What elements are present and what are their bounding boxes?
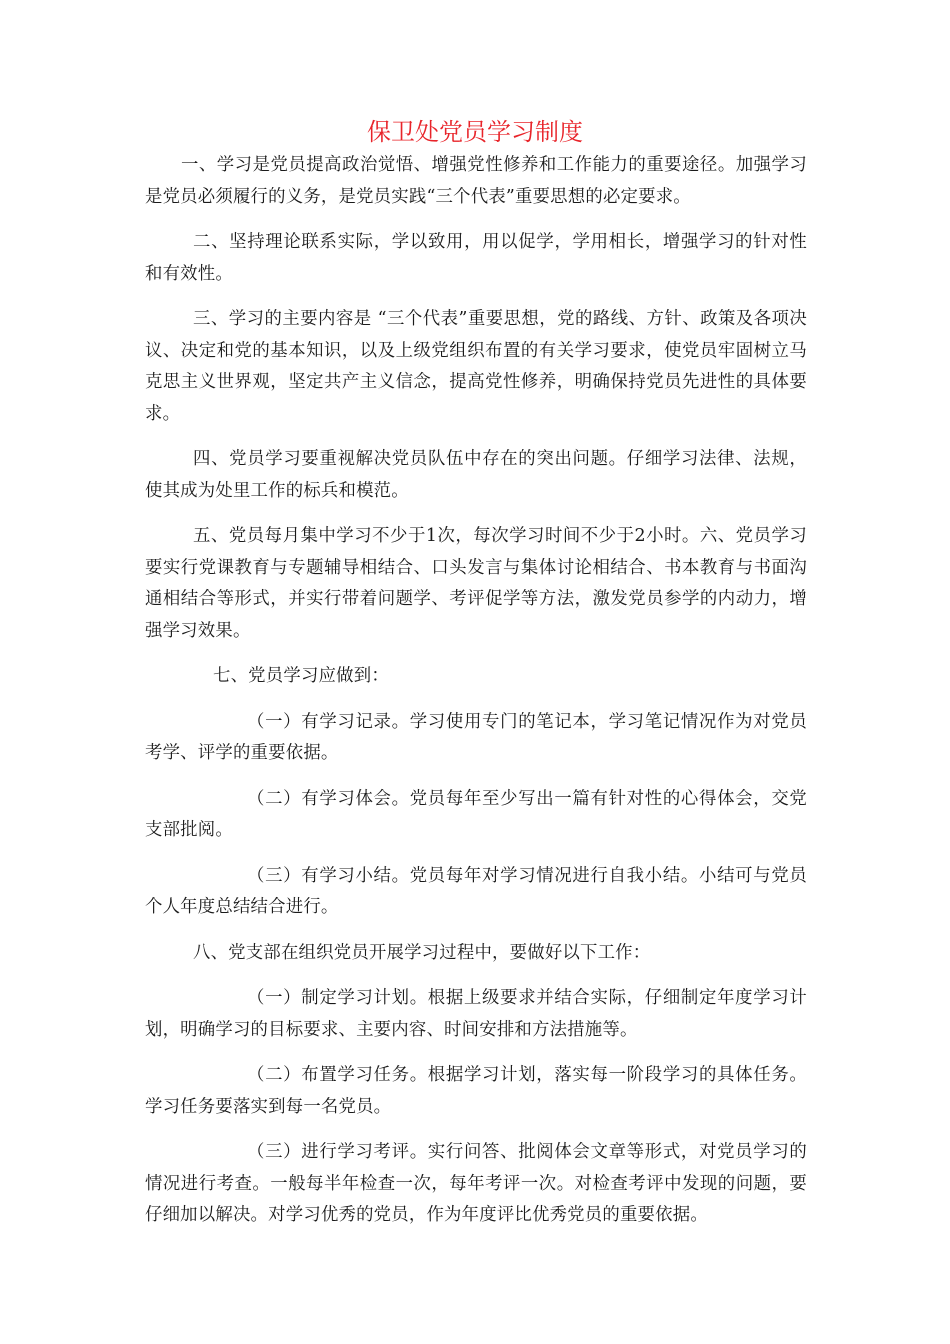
- document-body: [145, 150, 807, 1246]
- paragraph-1: 一、学习是党员提高政治觉悟、增强党性修养和工作能力的重要途径。加强学习是党员必须履行的义务，是党员实践“三个代表”重要思想的必定要求。: [145, 155, 807, 207]
- paragraph-7-item-2: （二）有学习体会。党员每年至少写出一篇有针对性的心得体会，交党支部批阅。: [145, 788, 807, 840]
- paragraph-5: 五、党员每月集中学习不少于1次，每次学习时间不少于2小时。六、党员学习要实行党课教育与专题辅导相结合、口头发言与集体讨论相结合、书本教育与书面沟通相结合等形式，并实行带着问题学、考评促学等方法，激发党员参学的内动力，增强学习效果。: [145, 526, 807, 641]
- paragraph-8-heading: 八、党支部在组织党员开展学习过程中，要做好以下工作：: [193, 942, 651, 963]
- paragraph-7-item-3: （三）有学习小结。党员每年对学习情况进行自我小结。小结可与党员个人年度总结结合进行。: [145, 865, 807, 917]
- paragraph-2: 二、坚持理论联系实际，学以致用，用以促学，学用相长，增强学习的针对性和有效性。: [145, 232, 807, 284]
- paragraph-8-item-2: （二）布置学习任务。根据学习计划，落实每一阶段学习的具体任务。学习任务要落实到每一名党员。: [145, 1065, 807, 1117]
- paragraph-8-item-1: （一）制定学习计划。根据上级要求并结合实际，仔细制定年度学习计划，明确学习的目标要求、主要内容、时间安排和方法措施等。: [145, 988, 807, 1040]
- paragraph-7-heading: 七、党员学习应做到：: [213, 666, 389, 686]
- paragraph-3: 三、学习的主要内容是 “三个代表”重要思想，党的路线、方针、政策及各项决议、决定和党的基本知识，以及上级党组织布置的有关学习要求，使党员牢固树立马克思主义世界观，坚定共产主义信念，提高党性修养，明确保持党员先进性的具体要求。: [145, 309, 807, 424]
- paragraph-4: 四、党员学习要重视解决党员队伍中存在的突出问题。仔细学习法律、法规，使其成为处里工作的标兵和模范。: [145, 449, 807, 501]
- document-title: 保卫处党员学习制度: [367, 118, 583, 146]
- paragraph-7-item-1: （一）有学习记录。学习使用专门的笔记本，学习笔记情况作为对党员考学、评学的重要依据。: [145, 711, 807, 763]
- paragraph-8-item-3: （三）进行学习考评。实行问答、批阅体会文章等形式，对党员学习的情况进行考查。一般每半年检查一次，每年考评一次。对检查考评中发现的问题，要仔细加以解决。对学习优秀的党员，作为年度评比优秀党员的重要依据。: [145, 1142, 807, 1225]
